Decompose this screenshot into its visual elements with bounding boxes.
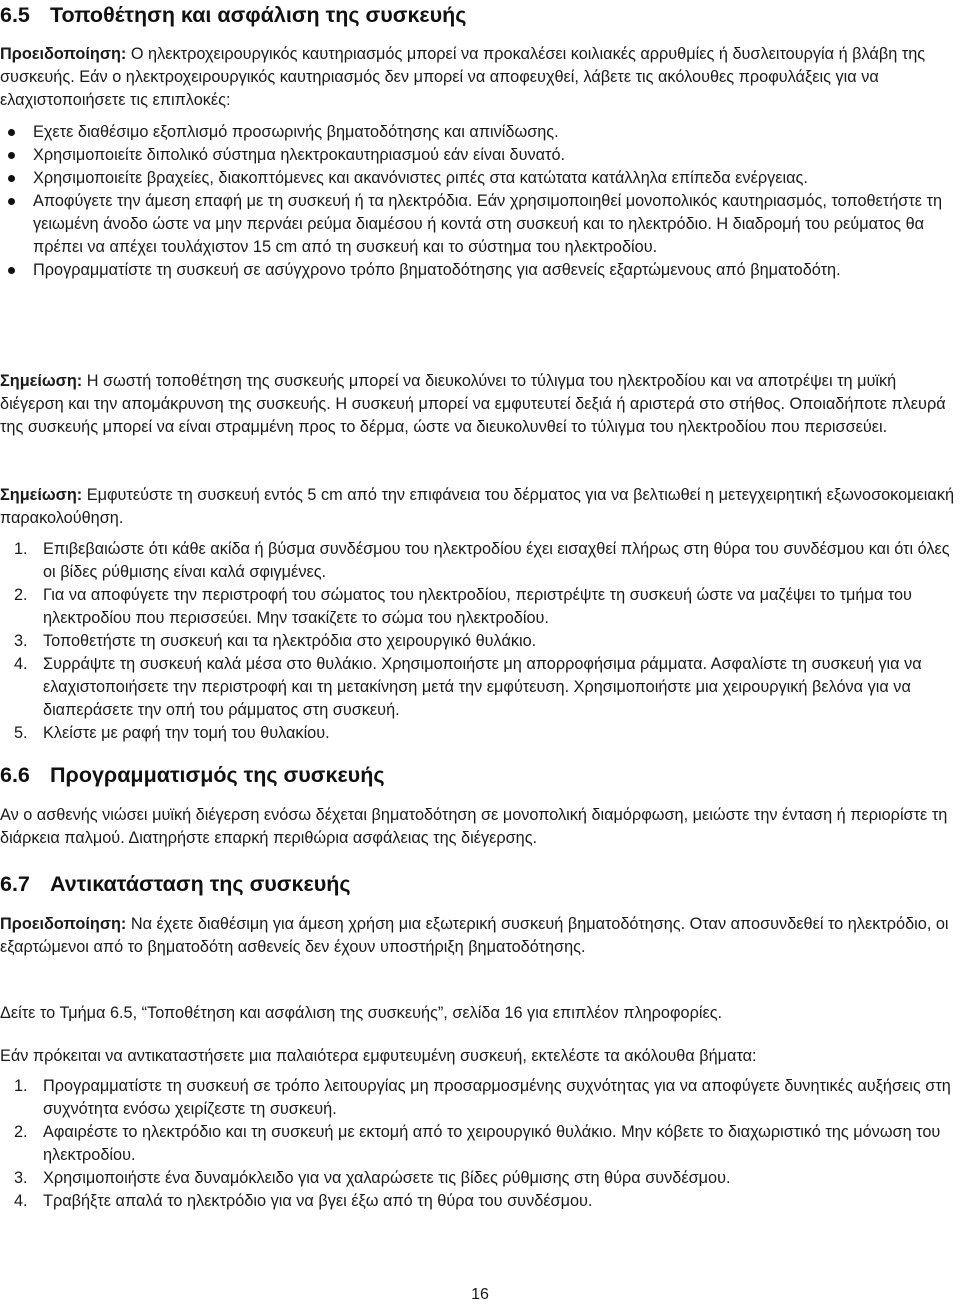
step-text: Αφαιρέστε το ηλεκτρόδιο και τη συσκευή με εκτομή από το χειρουργικό θυλάκιο. Μην κόβετε το διαχωριστικό της μόνωση του ηλεκτροδίου. [43, 1123, 941, 1164]
bullet-icon [8, 267, 15, 274]
step-number: 3. [14, 1169, 28, 1187]
warning-text: Να έχετε διαθέσιμη για άμεση χρήση μια εξωτερική συσκευή βηματοδότησης. Οταν αποσυνδεθεί το ηλεκτρόδιο, οι εξαρτώμενοι από το βηματοδότη ασθενείς δεν έχουν υποστήριξη βηματοδότησης. [0, 915, 949, 956]
list-item [0, 1075, 958, 1121]
step-text: Τραβήξτε απαλά το ηλεκτρόδιο για να βγει έξω από τη θύρα του συνδέσμου. [43, 1192, 593, 1210]
list-item [0, 1190, 958, 1213]
note-text: Η σωστή τοποθέτηση της συσκευής μπορεί να διευκολύνει το τύλιγμα του ηλεκτροδίου και να αποτρέψει τη μυϊκή διέγερση και την απομάκρυνση της συσκευής. Η συσκευή μπορεί να εμφυτευτεί δεξιά ή αριστερά στο στήθος. Οποιαδήποτε πλευρά της συσκευής μπορεί να είναι στραμμένη προς το δέρμα, ώστε να διευκολυνθεί το τύλιγμα του ηλεκτροδίου που περισσεύει. [0, 372, 946, 436]
step-number: 1. [14, 1077, 28, 1095]
warning-label: Προειδοποίηση: [0, 915, 127, 933]
step-number: 2. [14, 586, 28, 604]
body-paragraph [0, 1045, 958, 1068]
section-title: Προγραμματισμός της συσκευής [50, 763, 385, 787]
paragraph-text: Αν ο ασθενής νιώσει μυϊκή διέγερση ενόσω δέχεται βηματοδότηση σε μονοπολική διαμόρφωση, μειώστε την ένταση ή περιορίστε τη διάρκεια παλμού. Διατηρήστε επαρκή περιθώρια ασφάλειας της διέγερσης. [0, 806, 948, 847]
list-item-text: Προγραμματίστε τη συσκευή σε ασύγχρονο τρόπο βηματοδότησης για ασθενείς εξαρτώμενους από βηματοδότη. [33, 261, 841, 279]
note-label: Σημείωση: [0, 372, 83, 390]
bullet-icon [8, 198, 15, 205]
bullet-icon [8, 152, 15, 159]
step-text: Συρράψτε τη συσκευή καλά μέσα στο θυλάκιο. Χρησιμοποιήστε μη απορροφήσιμα ράμματα. Ασφαλίστε τη συσκευή για να ελαχιστοποιήσετε την περιστροφή και τη μετακίνηση μετά την εμφύτευση. Χρησιμοποιήστε μια χειρουργική βελόνα για να διαπεράσετε την οπή του ράμματος στη συσκευή. [43, 655, 922, 719]
section-title: Αντικατάσταση της συσκευής [50, 872, 351, 896]
warning-text: Ο ηλεκτροχειρουργικός καυτηριασμός μπορεί να προκαλέσει κοιλιακές αρρυθμίες ή δυσλειτουργία ή βλάβη της συσκευής. Εάν ο ηλεκτροχειρουργικός καυτηριασμός δεν μπορεί να αποφευχθεί, λάβετε τις ακόλουθες προφυλάξεις για να ελαχιστοποιήσετε τις επιπλοκές: [0, 45, 926, 109]
step-text: Για να αποφύγετε την περιστροφή του σώματος του ηλεκτροδίου, περιστρέψτε τη συσκευή ώστε να μαζέψει το τμήμα του ηλεκτροδίου που περισσεύει. Μην τσακίζετε το σώμα του ηλεκτροδίου. [43, 586, 912, 627]
list-item-text: Εχετε διαθέσιμο εξοπλισμό προσωρινής βηματοδότησης και απινίδωσης. [33, 123, 559, 141]
body-paragraph [0, 804, 958, 850]
step-text: Προγραμματίστε τη συσκευή σε τρόπο λειτουργίας μη προσαρμοσμένης συχνότητας για να αποφύγετε δυνητικές αυξήσεις στη συχνότητα ενόσω χειρίζεστε τη συσκευή. [43, 1077, 951, 1118]
bullet-icon [8, 129, 15, 136]
note-text: Εμφυτεύστε τη συσκευή εντός 5 cm από την επιφάνεια του δέρματος για να βελτιωθεί η μετεγχειρητική εξωνοσοκομειακή παρακολούθηση. [0, 486, 955, 527]
section-6-5-heading [0, 2, 958, 28]
list-item [0, 144, 958, 167]
step-number: 3. [14, 632, 28, 650]
warning-paragraph [0, 43, 958, 112]
list-item [0, 167, 958, 190]
replacement-steps-list [0, 1075, 958, 1213]
list-item-text: Αποφύγετε την άμεση επαφή με τη συσκευή ή τα ηλεκτρόδια. Εάν χρησιμοποιηθεί μονοπολικός καυτηριασμός, τοποθετήστε τη γειωμένη άνοδο ώστε να μην περνάει ρεύμα διαμέσου ή κοντά στη συσκευή και το ηλεκτρόδιο. Η διαδρομή του ρεύματος θα πρέπει να απέχει τουλάχιστον 15 cm από τη συσκευή και το σύστημα του ηλεκτροδίου. [33, 192, 943, 256]
list-item-text: Χρησιμοποιείτε βραχείες, διακοπτόμενες και ακανόνιστες ριπές στα κατώτατα κατάλληλα επίπεδα ενέργειας. [33, 169, 808, 187]
list-item-text: Χρησιμοποιείτε διπολικό σύστημα ηλεκτροκαυτηριασμού εάν είναι δυνατό. [33, 146, 566, 164]
list-item [0, 1121, 958, 1167]
section-title: Τοποθέτηση και ασφάλιση της συσκευής [50, 3, 467, 27]
note-paragraph [0, 484, 958, 530]
step-number: 4. [14, 655, 28, 673]
section-number: 6.5 [0, 3, 30, 27]
step-text: Κλείστε με ραφή την τομή του θυλακίου. [43, 724, 330, 742]
section-number: 6.7 [0, 872, 30, 896]
step-number: 4. [14, 1192, 28, 1210]
cross-reference-paragraph [0, 1002, 958, 1025]
section-6-6-heading [0, 762, 958, 788]
warning-label: Προειδοποίηση: [0, 45, 127, 63]
step-number: 1. [14, 540, 28, 558]
step-text: Χρησιμοποιήστε ένα δυναμόκλειδο για να χαλαρώσετε τις βίδες ρύθμισης στη θύρα συνδέσμου. [43, 1169, 731, 1187]
list-item [0, 630, 958, 653]
list-item [0, 584, 958, 630]
list-item [0, 538, 958, 584]
list-item [0, 259, 958, 282]
list-item [0, 722, 958, 745]
list-item [0, 121, 958, 144]
list-item [0, 190, 958, 259]
section-6-7-heading [0, 871, 958, 897]
implant-steps-list [0, 538, 958, 745]
note-paragraph [0, 370, 958, 439]
precaution-list [0, 121, 958, 282]
step-number: 5. [14, 724, 28, 742]
list-item [0, 1167, 958, 1190]
page-number: 16 [471, 1286, 489, 1303]
bullet-icon [8, 175, 15, 182]
warning-paragraph [0, 913, 958, 959]
note-label: Σημείωση: [0, 486, 83, 504]
step-text: Επιβεβαιώστε ότι κάθε ακίδα ή βύσμα συνδέσμου του ηλεκτροδίου έχει εισαχθεί πλήρως στη θύρα του συνδέσμου και ότι όλες οι βίδες ρύθμισης είναι καλά σφιγμένες. [43, 540, 950, 581]
paragraph-text: Δείτε το Τμήμα 6.5, “Τοποθέτηση και ασφάλιση της συσκευής”, σελίδα 16 για επιπλέον πληροφορίες. [0, 1004, 723, 1022]
section-number: 6.6 [0, 763, 30, 787]
paragraph-text: Εάν πρόκειται να αντικαταστήσετε μια παλαιότερα εμφυτευμένη συσκευή, εκτελέστε τα ακόλουθα βήματα: [0, 1047, 757, 1065]
step-number: 2. [14, 1123, 28, 1141]
step-text: Τοποθετήστε τη συσκευή και τα ηλεκτρόδια στο χειρουργικό θυλάκιο. [43, 632, 537, 650]
list-item [0, 653, 958, 722]
